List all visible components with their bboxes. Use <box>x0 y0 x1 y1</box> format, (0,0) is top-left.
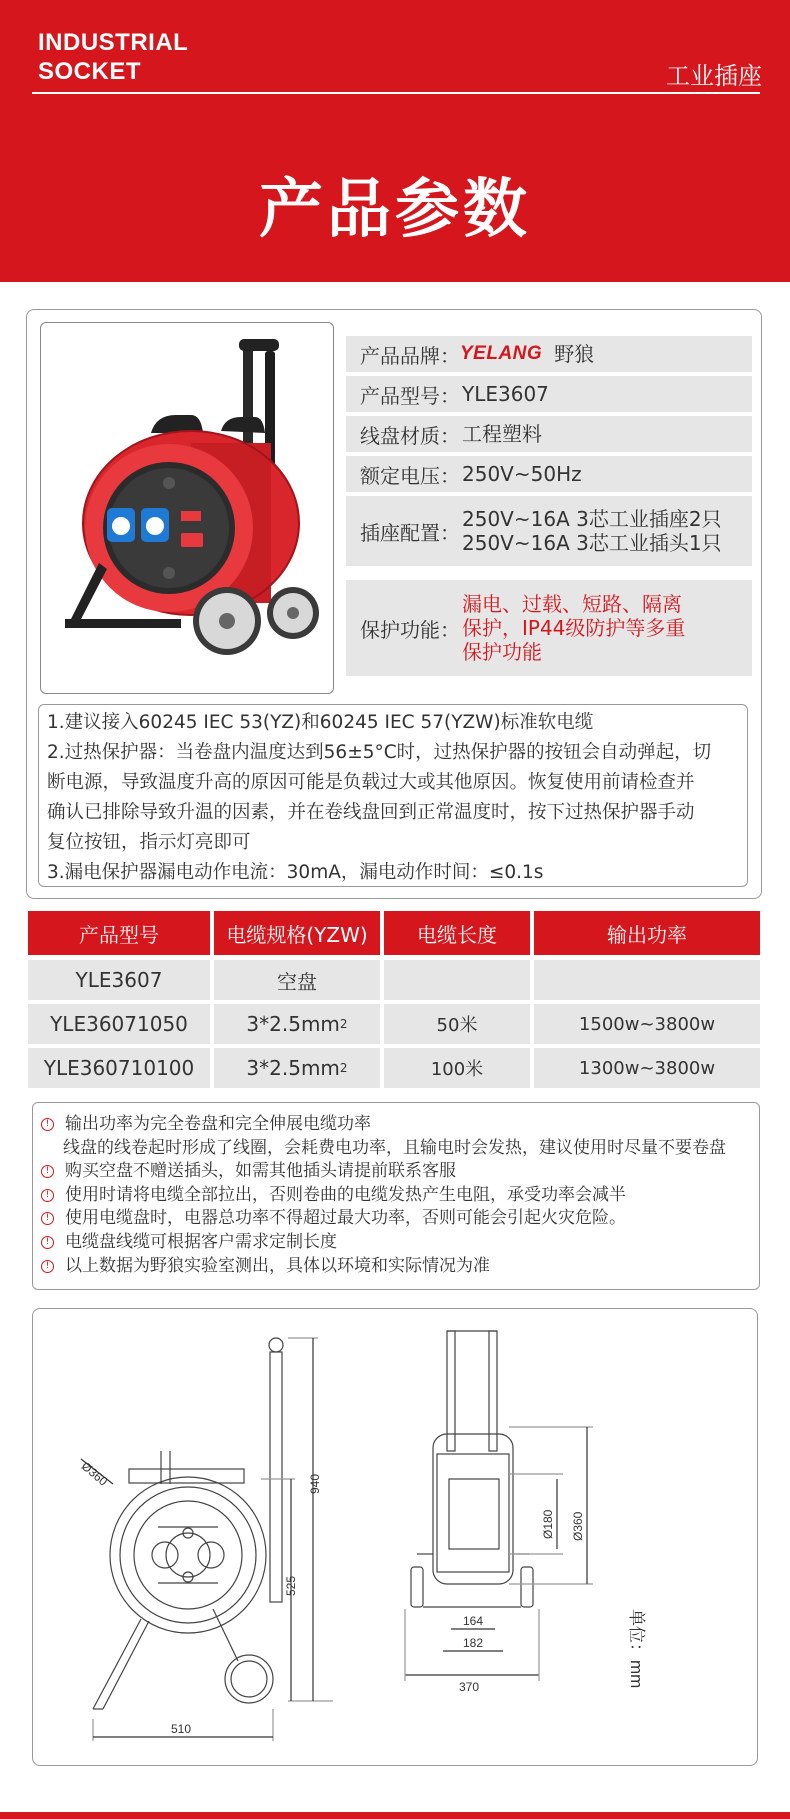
warning-icon: ! <box>41 1165 54 1178</box>
brand-value: 野狼 <box>554 342 595 366</box>
dimension-370: 370 <box>459 1680 480 1694</box>
cable-reel-illustration <box>41 323 334 694</box>
spec-row-protection <box>346 580 752 676</box>
warning-icon: ! <box>41 1260 54 1273</box>
header-divider <box>32 92 760 94</box>
note-line: 3.漏电保护器漏电动作电流：30mA，漏电动作时间：≤0.1s <box>47 862 544 883</box>
warning-icon: ! <box>41 1212 54 1225</box>
dimension-510: 510 <box>171 1722 192 1736</box>
english-title-line2: SOCKET <box>38 58 142 85</box>
table-cell-model: YLE360710100 <box>28 1048 210 1088</box>
warning-item <box>33 1113 759 1137</box>
table-cell-power: 1500w~3800w <box>534 1004 760 1044</box>
page-title: 产品参数 <box>259 173 531 247</box>
warning-icon: ! <box>41 1189 54 1202</box>
config-value <box>462 507 722 555</box>
table-cell-cable <box>214 1004 380 1044</box>
protection-line-1: 漏电、过载、短路、隔离 <box>462 592 682 616</box>
spec-row-model <box>346 376 752 412</box>
side-view-drawing <box>78 1338 333 1741</box>
usage-warnings <box>32 1102 760 1290</box>
warning-item <box>33 1160 759 1184</box>
dimension-525: 525 <box>284 1575 298 1596</box>
dimension-drawing <box>33 1309 759 1767</box>
column-header-power: 输出功率 <box>534 911 760 955</box>
spec-row-config <box>346 496 752 566</box>
voltage-value: 250V~50Hz <box>462 462 582 486</box>
note-line: 断电源，导致温度升高的原因可能是负载过大或其他原因。恢复使用前请检查并 <box>47 772 695 793</box>
table-cell-length <box>384 960 530 1000</box>
brand-logo: YELANG <box>460 343 543 364</box>
table-cell-cable <box>214 960 380 1000</box>
superscript: 2 <box>339 1017 348 1031</box>
spec-row-brand <box>346 336 752 372</box>
english-title-line1: INDUSTRIAL <box>38 29 189 56</box>
table-cell-cable <box>214 1048 380 1088</box>
footer-bar <box>0 1812 790 1819</box>
note-line: 1.建议接入60245 IEC 53(YZ)和60245 IEC 57(YZW)标准软电缆 <box>47 712 594 733</box>
cable-spec: 3*2.5mm <box>246 1056 340 1080</box>
warning-text: 使用时请将电缆全部拉出，否则卷曲的电缆发热产生电阻，承受功率会减半 <box>65 1184 626 1205</box>
cable-spec: 空盘 <box>277 969 317 994</box>
warning-item <box>33 1255 759 1279</box>
dimension-d360-left: Ø360 <box>78 1458 111 1489</box>
config-line-2: 250V~16A 3芯工业插头1只 <box>462 531 722 555</box>
warning-item <box>33 1137 759 1161</box>
model-value: YLE3607 <box>462 382 549 406</box>
cable-spec: 3*2.5mm <box>246 1012 340 1036</box>
warning-text: 线盘的线卷起时形成了线圈，会耗费电功率，且输电时会发热，建议使用时尽量不要卷盘 <box>63 1137 726 1158</box>
warning-text: 购买空盘不赠送插头，如需其他插头请提前联系客服 <box>65 1161 456 1182</box>
warning-item <box>33 1184 759 1208</box>
note-line: 确认已排除导致升温的因素，并在卷线盘回到正常温度时，按下过热保护器手动 <box>47 802 695 823</box>
column-header-length: 电缆长度 <box>384 911 530 955</box>
dimension-940: 940 <box>308 1473 322 1494</box>
protection-line-3: 保护功能 <box>462 640 542 664</box>
voltage-label: 额定电压： <box>360 463 460 488</box>
spec-row-material <box>346 416 752 452</box>
column-header-model: 产品型号 <box>28 911 210 955</box>
dimension-d360-right: Ø360 <box>571 1511 585 1541</box>
warning-text: 电缆盘线缆可根据客户需求定制长度 <box>65 1231 337 1252</box>
unit-label: 单位：mm <box>627 1609 646 1689</box>
table-cell-model: YLE3607 <box>28 960 210 1000</box>
table-cell-power <box>534 960 760 1000</box>
front-view-drawing <box>405 1331 593 1681</box>
warning-text: 以上数据为野狼实验室测出，具体以环境和实际情况为准 <box>65 1255 490 1276</box>
warning-text: 输出功率为完全卷盘和完全伸展电缆功率 <box>65 1114 371 1134</box>
spec-row-voltage <box>346 456 752 492</box>
category-label: 工业插座 <box>666 62 762 90</box>
brand-label: 产品品牌： <box>360 343 460 368</box>
table-cell-length: 50米 <box>384 1004 530 1044</box>
model-label: 产品型号： <box>360 383 460 408</box>
dimension-d180: Ø180 <box>541 1509 555 1539</box>
config-line-1: 250V~16A 3芯工业插座2只 <box>462 507 722 531</box>
column-header-cable: 电缆规格(YZW) <box>214 911 380 955</box>
dimension-drawing-panel <box>32 1308 758 1766</box>
table-cell-model: YLE36071050 <box>28 1004 210 1044</box>
note-line: 2.过热保护器：当卷盘内温度达到56±5°C时，过热保护器的按钮会自动弹起，切 <box>47 742 712 763</box>
warning-item <box>33 1207 759 1231</box>
dimension-182: 182 <box>463 1636 484 1650</box>
config-label: 插座配置： <box>360 520 460 545</box>
protection-value <box>462 592 685 664</box>
superscript: 2 <box>339 1061 348 1075</box>
warning-icon: ! <box>41 1118 54 1131</box>
table-cell-length: 100米 <box>384 1048 530 1088</box>
warning-icon: ! <box>41 1236 54 1249</box>
installation-notes <box>38 704 748 887</box>
warning-text: 使用电缆盘时，电器总功率不得超过最大功率，否则可能会引起火灾危险。 <box>65 1208 626 1229</box>
table-cell-power: 1300w~3800w <box>534 1048 760 1088</box>
dimension-164: 164 <box>463 1614 484 1628</box>
hero-banner <box>0 0 790 282</box>
english-title <box>38 28 188 86</box>
material-label: 线盘材质： <box>360 423 460 448</box>
note-line: 复位按钮，指示灯亮即可 <box>47 832 251 853</box>
material-value: 工程塑料 <box>462 422 542 446</box>
protection-label: 保护功能： <box>360 617 460 642</box>
warning-item <box>33 1231 759 1255</box>
protection-line-2: 保护，IP44级防护等多重 <box>462 616 686 640</box>
product-image <box>40 322 334 694</box>
